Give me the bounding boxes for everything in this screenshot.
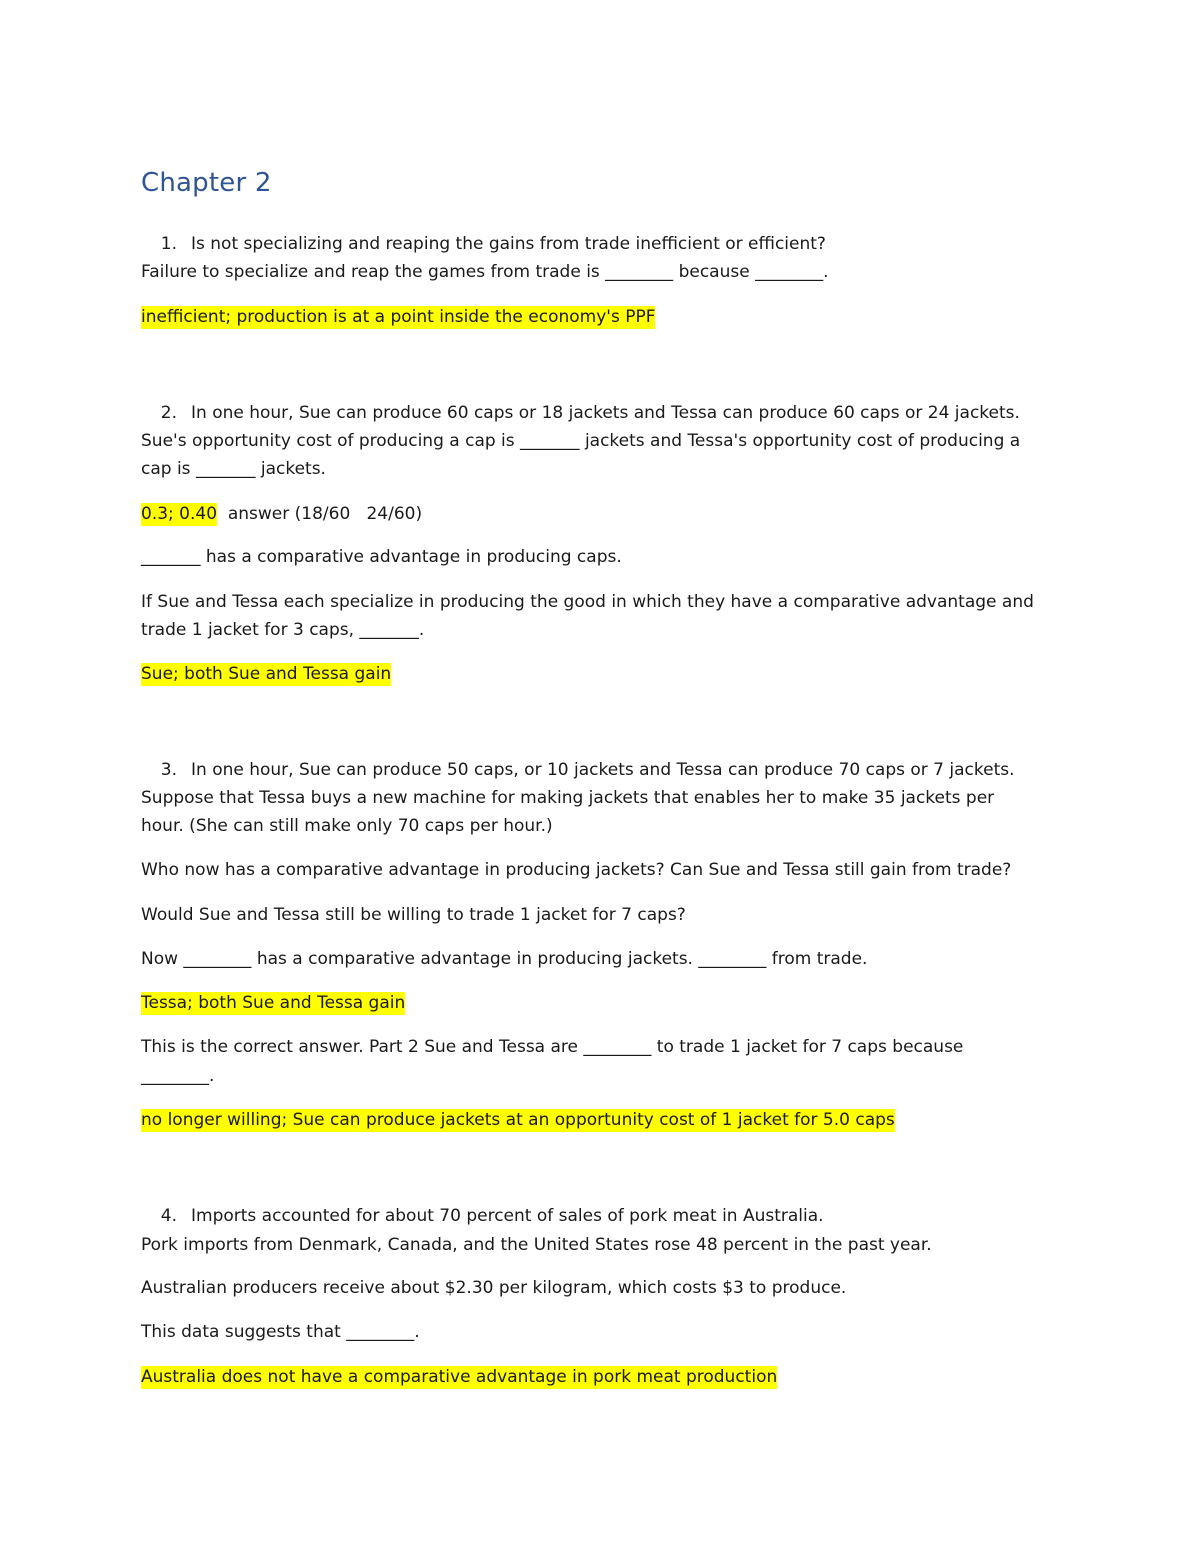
q2-answer2: Sue; both Sue and Tessa gain [141, 664, 392, 684]
q1-prompt: Failure to specialize and reap the games from trade is ________ because ________. [141, 262, 829, 282]
q3-question-line2: Suppose that Tessa buys a new machine for making jackets that enables her to make 35 jackets per [141, 788, 995, 808]
q1-question: 1. Is not specializing and reaping the gains from trade inefficient or efficient? [141, 230, 826, 258]
q4-question-line1: 4. Imports accounted for about 70 percent of sales of pork meat in Australia. [141, 1202, 824, 1230]
q2-prompt3-line2: trade 1 jacket for 3 caps, _______. [141, 620, 425, 640]
q2-prompt3-line1: If Sue and Tessa each specialize in producing the good in which they have a comparative advantage and [141, 592, 1034, 612]
q4-question-line2: Pork imports from Denmark, Canada, and the United States rose 48 percent in the past year. [141, 1235, 932, 1255]
q3-prompt4-line1: This is the correct answer. Part 2 Sue and Tessa are ________ to trade 1 jacket for 7 caps because [141, 1037, 964, 1057]
q2-question-line1: 2. In one hour, Sue can produce 60 caps or 18 jackets and Tessa can produce 60 caps or 24 jackets. [141, 399, 1020, 427]
q2-question-line3: cap is _______ jackets. [141, 459, 326, 479]
q3-prompt1: Who now has a comparative advantage in producing jackets? Can Sue and Tessa still gain from trade? [141, 860, 1012, 880]
q4-prompt2: This data suggests that ________. [141, 1322, 420, 1342]
q2-prompt2: _______ has a comparative advantage in producing caps. [141, 547, 622, 567]
q3-question-line1: 3. In one hour, Sue can produce 50 caps, or 10 jackets and Tessa can produce 70 caps or 7 jackets. [141, 756, 1015, 784]
q4-prompt1: Australian producers receive about $2.30 per kilogram, which costs $3 to produce. [141, 1278, 847, 1298]
q3-prompt3: Now ________ has a comparative advantage in producing jackets. ________ from trade. [141, 949, 868, 969]
q2-question-line2: Sue's opportunity cost of producing a cap is _______ jackets and Tessa's opportunity cost of producing a [141, 431, 1021, 451]
q1-answer: inefficient; production is at a point inside the economy's PPF [141, 307, 656, 327]
q4-number: 4. [160, 1206, 177, 1226]
q2-answer1: 0.3; 0.40 answer (18/60 24/60) [141, 504, 423, 524]
q1-number: 1. [160, 234, 177, 254]
q2-number: 2. [160, 403, 177, 423]
q4-answer: Australia does not have a comparative advantage in pork meat production [141, 1367, 778, 1387]
q3-number: 3. [160, 760, 177, 780]
q3-prompt4-line2: ________. [141, 1066, 215, 1086]
q3-answer1: Tessa; both Sue and Tessa gain [141, 993, 406, 1013]
q3-answer2: no longer willing; Sue can produce jackets at an opportunity cost of 1 jacket for 5.0 caps [141, 1110, 895, 1130]
chapter-title: Chapter 2 [141, 168, 272, 198]
q3-prompt2: Would Sue and Tessa still be willing to trade 1 jacket for 7 caps? [141, 905, 686, 925]
q3-question-line3: hour. (She can still make only 70 caps per hour.) [141, 816, 553, 836]
